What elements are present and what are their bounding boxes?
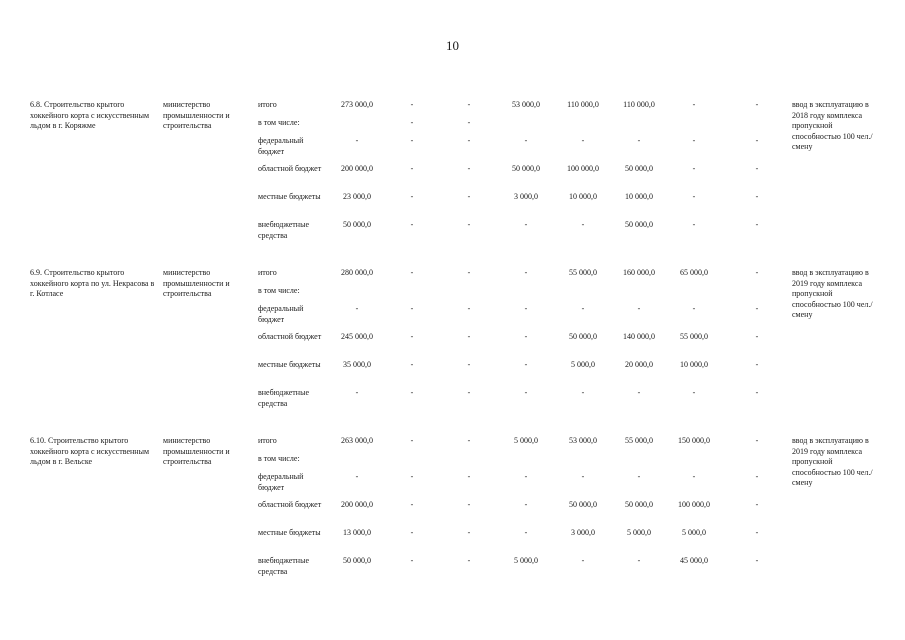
amount-cell: - bbox=[755, 304, 759, 313]
amount-cell: - bbox=[755, 100, 759, 109]
amount-cell: - bbox=[410, 472, 414, 481]
funding-source: в том числе: bbox=[258, 286, 300, 295]
amount-cell: - bbox=[467, 528, 471, 537]
amount-cell: 5 000,0 bbox=[514, 556, 538, 565]
amount-cell: 20 000,0 bbox=[625, 360, 653, 369]
amount-cell: - bbox=[467, 220, 471, 229]
amount-cell: 65 000,0 bbox=[680, 268, 708, 277]
amount-cell: - bbox=[410, 100, 414, 109]
table-row bbox=[0, 556, 905, 584]
table-row bbox=[0, 360, 905, 388]
amount-cell: - bbox=[410, 304, 414, 313]
amount-cell: - bbox=[581, 556, 585, 565]
amount-cell: 10 000,0 bbox=[625, 192, 653, 201]
table-row bbox=[0, 100, 905, 118]
amount-cell: - bbox=[410, 528, 414, 537]
funding-source: в том числе: bbox=[258, 118, 300, 127]
amount-cell: - bbox=[467, 268, 471, 277]
amount-cell: - bbox=[524, 528, 528, 537]
funding-source: федеральный бюджет bbox=[258, 304, 304, 324]
funding-source: областной бюджет bbox=[258, 332, 322, 341]
amount-cell: - bbox=[467, 332, 471, 341]
amount-cell: - bbox=[692, 220, 696, 229]
amount-cell: - bbox=[410, 388, 414, 397]
amount-cell: - bbox=[524, 136, 528, 145]
amount-cell: 23 000,0 bbox=[343, 192, 371, 201]
responsible-agency: министерство промышленности и строительства bbox=[163, 436, 230, 466]
amount-cell: 3 000,0 bbox=[514, 192, 538, 201]
amount-cell: 110 000,0 bbox=[567, 100, 599, 109]
amount-cell: 5 000,0 bbox=[627, 528, 651, 537]
table-row bbox=[0, 220, 905, 248]
amount-cell: - bbox=[467, 100, 471, 109]
expected-result: ввод в эксплуатацию в 2019 году комплекса пропускной способностью 100 чел./смену bbox=[792, 436, 873, 487]
project-name: 6.8. Строительство крытого хоккейного корта с искусственным льдом в г. Коряжме bbox=[30, 100, 150, 130]
amount-cell: - bbox=[755, 472, 759, 481]
amount-cell: - bbox=[637, 304, 641, 313]
project-name: 6.9. Строительство крытого хоккейного корта по ул. Некрасова в г. Котласе bbox=[30, 268, 155, 298]
amount-cell: 55 000,0 bbox=[569, 268, 597, 277]
funding-source: внебюджетные средства bbox=[258, 388, 309, 408]
table-row bbox=[0, 388, 905, 416]
amount-cell: - bbox=[755, 360, 759, 369]
amount-cell: - bbox=[755, 556, 759, 565]
amount-cell: - bbox=[467, 500, 471, 509]
funding-source: итого bbox=[258, 436, 277, 445]
table-row bbox=[0, 286, 905, 304]
amount-cell: - bbox=[355, 388, 359, 397]
amount-cell: 245 000,0 bbox=[341, 332, 373, 341]
amount-cell: 263 000,0 bbox=[341, 436, 373, 445]
amount-cell: - bbox=[755, 164, 759, 173]
amount-cell: 100 000,0 bbox=[567, 164, 599, 173]
amount-cell: - bbox=[755, 136, 759, 145]
amount-cell: - bbox=[467, 472, 471, 481]
expected-result: ввод в эксплуатацию в 2019 году комплекса пропускной способностью 100 чел./смену bbox=[792, 268, 873, 319]
amount-cell: - bbox=[692, 472, 696, 481]
amount-cell: - bbox=[467, 556, 471, 565]
amount-cell: 55 000,0 bbox=[680, 332, 708, 341]
amount-cell: - bbox=[355, 136, 359, 145]
amount-cell: - bbox=[467, 304, 471, 313]
amount-cell: - bbox=[755, 268, 759, 277]
table-row bbox=[0, 500, 905, 528]
responsible-agency: министерство промышленности и строительства bbox=[163, 268, 230, 298]
amount-cell: 53 000,0 bbox=[512, 100, 540, 109]
amount-cell: - bbox=[692, 164, 696, 173]
amount-cell: 110 000,0 bbox=[623, 100, 655, 109]
amount-cell: - bbox=[355, 472, 359, 481]
funding-source: областной бюджет bbox=[258, 500, 322, 509]
expected-result: ввод в эксплуатацию в 2018 году комплекса пропускной способностью 100 чел./смену bbox=[792, 100, 873, 151]
amount-cell: - bbox=[524, 388, 528, 397]
amount-cell: - bbox=[467, 192, 471, 201]
amount-cell: 50 000,0 bbox=[512, 164, 540, 173]
amount-cell: 50 000,0 bbox=[343, 220, 371, 229]
amount-cell: - bbox=[410, 268, 414, 277]
amount-cell: 10 000,0 bbox=[569, 192, 597, 201]
amount-cell: - bbox=[410, 332, 414, 341]
funding-source: внебюджетные средства bbox=[258, 220, 309, 240]
table-row bbox=[0, 528, 905, 556]
amount-cell: - bbox=[581, 220, 585, 229]
table-row bbox=[0, 436, 905, 454]
funding-source: местные бюджеты bbox=[258, 360, 321, 369]
table-row bbox=[0, 332, 905, 360]
amount-cell: 35 000,0 bbox=[343, 360, 371, 369]
amount-cell: - bbox=[755, 220, 759, 229]
amount-cell: - bbox=[524, 220, 528, 229]
amount-cell: - bbox=[355, 304, 359, 313]
amount-cell: - bbox=[755, 332, 759, 341]
funding-source: местные бюджеты bbox=[258, 192, 321, 201]
funding-source: итого bbox=[258, 268, 277, 277]
amount-cell: 150 000,0 bbox=[678, 436, 710, 445]
amount-cell: - bbox=[467, 136, 471, 145]
table-row bbox=[0, 192, 905, 220]
amount-cell: - bbox=[410, 164, 414, 173]
amount-cell: 100 000,0 bbox=[678, 500, 710, 509]
table-row bbox=[0, 164, 905, 192]
amount-cell: - bbox=[467, 118, 471, 127]
amount-cell: 50 000,0 bbox=[625, 220, 653, 229]
project-name: 6.10. Строительство крытого хоккейного корта с искусственным льдом в г. Вельске bbox=[30, 436, 150, 466]
amount-cell: - bbox=[692, 304, 696, 313]
amount-cell: - bbox=[637, 472, 641, 481]
amount-cell: - bbox=[692, 136, 696, 145]
amount-cell: - bbox=[524, 360, 528, 369]
funding-source: федеральный бюджет bbox=[258, 472, 304, 492]
amount-cell: 55 000,0 bbox=[625, 436, 653, 445]
amount-cell: - bbox=[755, 192, 759, 201]
funding-source: в том числе: bbox=[258, 454, 300, 463]
amount-cell: 5 000,0 bbox=[682, 528, 706, 537]
amount-cell: - bbox=[410, 136, 414, 145]
amount-cell: 5 000,0 bbox=[571, 360, 595, 369]
amount-cell: 200 000,0 bbox=[341, 164, 373, 173]
amount-cell: - bbox=[410, 500, 414, 509]
table-row bbox=[0, 454, 905, 472]
amount-cell: - bbox=[692, 388, 696, 397]
amount-cell: - bbox=[581, 136, 585, 145]
amount-cell: 160 000,0 bbox=[623, 268, 655, 277]
funding-source: внебюджетные средства bbox=[258, 556, 309, 576]
amount-cell: - bbox=[692, 192, 696, 201]
table-row bbox=[0, 268, 905, 286]
amount-cell: - bbox=[524, 268, 528, 277]
amount-cell: 45 000,0 bbox=[680, 556, 708, 565]
amount-cell: 280 000,0 bbox=[341, 268, 373, 277]
amount-cell: 50 000,0 bbox=[625, 164, 653, 173]
table-row bbox=[0, 472, 905, 500]
table-row bbox=[0, 118, 905, 136]
amount-cell: - bbox=[410, 192, 414, 201]
amount-cell: - bbox=[755, 436, 759, 445]
amount-cell: - bbox=[410, 436, 414, 445]
amount-cell: 200 000,0 bbox=[341, 500, 373, 509]
funding-source: итого bbox=[258, 100, 277, 109]
amount-cell: 273 000,0 bbox=[341, 100, 373, 109]
amount-cell: - bbox=[637, 556, 641, 565]
amount-cell: - bbox=[637, 136, 641, 145]
amount-cell: 10 000,0 bbox=[680, 360, 708, 369]
amount-cell: - bbox=[410, 118, 414, 127]
amount-cell: - bbox=[410, 556, 414, 565]
amount-cell: 50 000,0 bbox=[625, 500, 653, 509]
amount-cell: - bbox=[524, 304, 528, 313]
amount-cell: - bbox=[581, 304, 585, 313]
amount-cell: - bbox=[755, 528, 759, 537]
amount-cell: 140 000,0 bbox=[623, 332, 655, 341]
amount-cell: 50 000,0 bbox=[569, 332, 597, 341]
amount-cell: - bbox=[524, 472, 528, 481]
funding-source: областной бюджет bbox=[258, 164, 322, 173]
amount-cell: - bbox=[467, 164, 471, 173]
amount-cell: - bbox=[581, 472, 585, 481]
amount-cell: 53 000,0 bbox=[569, 436, 597, 445]
amount-cell: - bbox=[524, 500, 528, 509]
amount-cell: - bbox=[581, 388, 585, 397]
amount-cell: 5 000,0 bbox=[514, 436, 538, 445]
amount-cell: 13 000,0 bbox=[343, 528, 371, 537]
table-row bbox=[0, 136, 905, 164]
table-row bbox=[0, 304, 905, 332]
amount-cell: - bbox=[467, 436, 471, 445]
amount-cell: - bbox=[524, 332, 528, 341]
funding-source: федеральный бюджет bbox=[258, 136, 304, 156]
amount-cell: - bbox=[410, 220, 414, 229]
amount-cell: - bbox=[410, 360, 414, 369]
responsible-agency: министерство промышленности и строительства bbox=[163, 100, 230, 130]
funding-source: местные бюджеты bbox=[258, 528, 321, 537]
amount-cell: - bbox=[692, 100, 696, 109]
amount-cell: 3 000,0 bbox=[571, 528, 595, 537]
amount-cell: - bbox=[467, 388, 471, 397]
amount-cell: 50 000,0 bbox=[569, 500, 597, 509]
amount-cell: - bbox=[755, 388, 759, 397]
amount-cell: 50 000,0 bbox=[343, 556, 371, 565]
page-number: 10 bbox=[446, 38, 459, 53]
amount-cell: - bbox=[755, 500, 759, 509]
amount-cell: - bbox=[467, 360, 471, 369]
amount-cell: - bbox=[637, 388, 641, 397]
